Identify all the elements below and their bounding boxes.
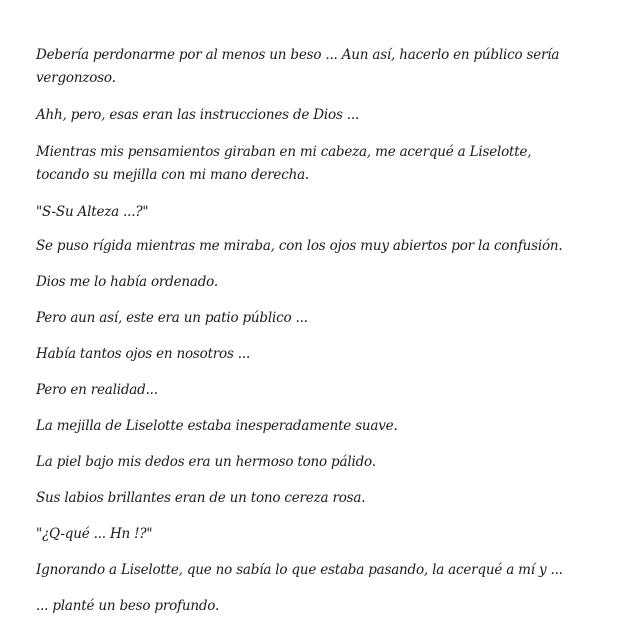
- paragraph: Dios me lo había ordenado.: [36, 274, 218, 290]
- paragraph: Había tantos ojos en nosotros ...: [36, 346, 251, 362]
- paragraph: Debería perdonarme por al menos un beso ... Aun así, hacerlo en público sería vergonzoso.: [36, 47, 560, 86]
- paragraph: Ignorando a Liselotte, que no sabía lo que estaba pasando, la acerqué a mí y ...: [36, 562, 563, 578]
- paragraph: Se puso rígida mientras me miraba, con los ojos muy abiertos por la confusión.: [36, 238, 563, 254]
- paragraph: Ahh, pero, esas eran las instrucciones de Dios ...: [36, 107, 360, 123]
- paragraph: Mientras mis pensamientos giraban en mi cabeza, me acerqué a Liselotte, tocando su mejilla con mi mano derecha.: [36, 144, 532, 183]
- paragraph: ... planté un beso profundo.: [36, 598, 220, 614]
- paragraph: "S-Su Alteza ...?": [36, 204, 149, 220]
- paragraph: Pero aun así, este era un patio público ...: [36, 310, 308, 326]
- paragraph: "¿Q-qué ... Hn !?": [36, 526, 153, 542]
- paragraph: La piel bajo mis dedos era un hermoso tono pálido.: [36, 454, 376, 470]
- paragraph: Pero en realidad...: [36, 382, 158, 398]
- paragraph: Sus labios brillantes eran de un tono cereza rosa.: [36, 490, 366, 506]
- paragraph: La mejilla de Liselotte estaba inesperadamente suave.: [36, 418, 398, 434]
